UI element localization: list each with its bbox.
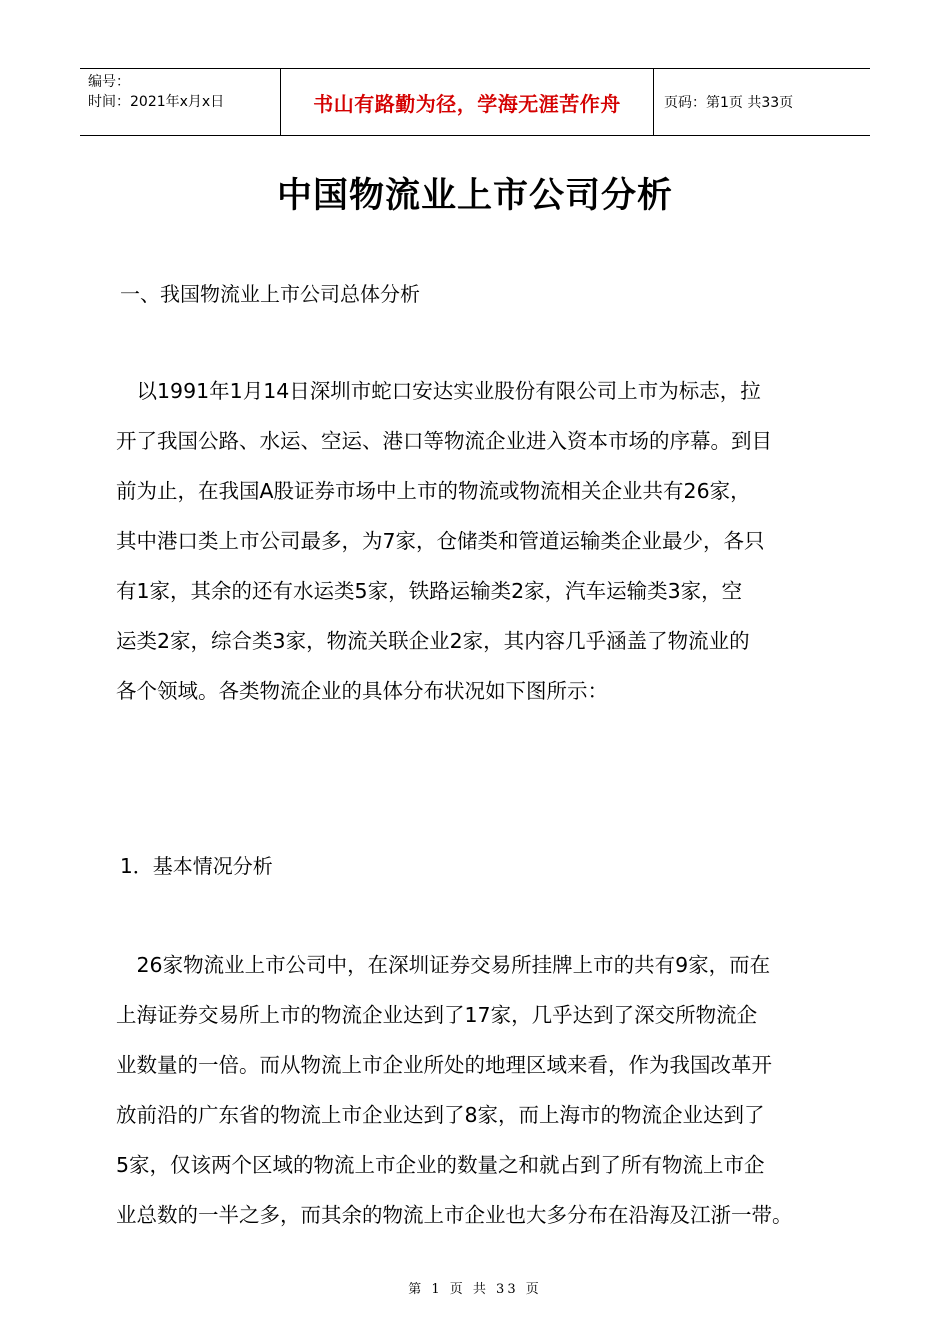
paragraph-line: 有1家，其余的还有水运类5家，铁路运输类2家，汽车运输类3家，空 [116, 579, 743, 603]
header-time-label: 时间：2021年x月x日 [88, 94, 225, 110]
paragraph-line: 运类2家，综合类3家，物流关联企业2家，其内容几乎涵盖了物流业的 [116, 629, 750, 653]
paragraph-line: 上海证券交易所上市的物流企业达到了17家，几乎达到了深交所物流企 [116, 1003, 758, 1027]
paragraph-line: 各个领域。各类物流企业的具体分布状况如下图所示： [116, 679, 608, 703]
document-title: 中国物流业上市公司分析 [276, 176, 673, 216]
paragraph-line: 业总数的一半之多，而其余的物流上市企业也大多分布在沿海及江浙一带。 [116, 1203, 793, 1227]
section-heading-overall-analysis: 一、我国物流业上市公司总体分析 [120, 282, 420, 306]
header-meta [80, 69, 280, 135]
header-number-label: 编号： [88, 74, 130, 90]
header-motto-cell [280, 69, 654, 135]
page-footer: 第 1 页 共 33 页 [408, 1282, 542, 1297]
paragraph-line: 放前沿的广东省的物流上市企业达到了8家，而上海市的物流企业达到了 [116, 1103, 765, 1127]
header-motto: 书山有路勤为径，学海无涯苦作舟 [313, 91, 621, 116]
paragraph-line: 业数量的一倍。而从物流上市企业所处的地理区域来看，作为我国改革开 [116, 1053, 772, 1077]
paragraph-overview [116, 366, 836, 716]
paragraph-line: 其中港口类上市公司最多，为7家，仓储类和管道运输类企业最少，各只 [116, 529, 765, 553]
paragraph-line: 开了我国公路、水运、空运、港口等物流企业进入资本市场的序幕。到目 [116, 429, 772, 453]
header-page-info: 页码：第1页 共33页 [664, 95, 794, 111]
section-heading-basic-analysis: 1．基本情况分析 [120, 854, 273, 878]
paragraph-line: 5家，仅该两个区域的物流上市企业的数量之和就占到了所有物流上市企 [116, 1153, 765, 1177]
paragraph-line: 以1991年1月14日深圳市蛇口安达实业股份有限公司上市为标志，拉 [116, 379, 761, 403]
paragraph-line: 前为止，在我国A股证券市场中上市的物流或物流相关企业共有26家， [116, 479, 751, 503]
paragraph-line: 26家物流业上市公司中，在深圳证券交易所挂牌上市的共有9家，而在 [116, 953, 771, 977]
paragraph-basic-analysis [116, 940, 836, 1240]
page-header [80, 68, 870, 136]
